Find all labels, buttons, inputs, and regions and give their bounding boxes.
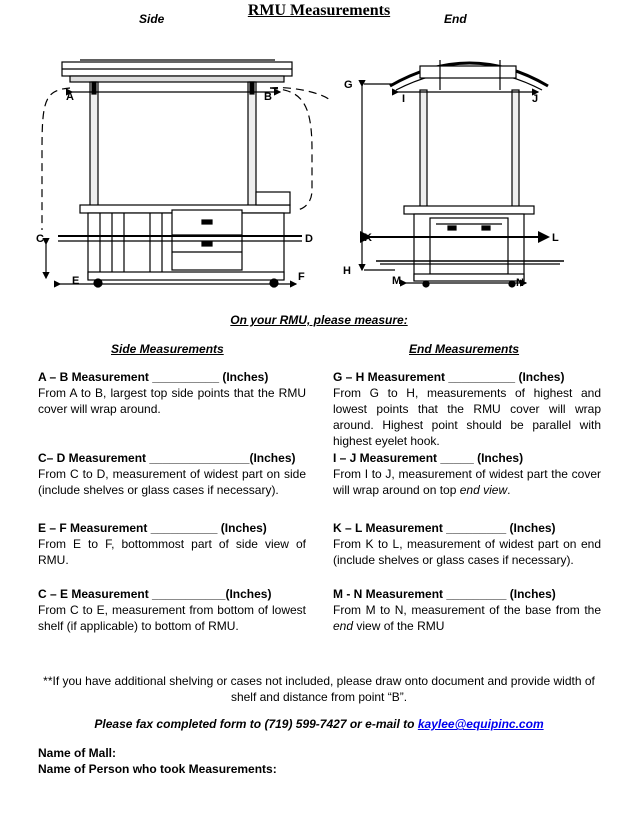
end-measurements-header: End Measurements [409,342,520,356]
person-name-label: Name of Person who took Measurements: [38,762,277,776]
point-b-label: B [264,91,272,103]
point-m-label: M [392,275,402,287]
point-k-label: K [364,232,372,244]
fax-instructions [0,717,638,731]
point-a-label: A [66,91,74,103]
point-i-label: I [402,93,406,105]
email-link[interactable]: kaylee@equipinc.com [417,717,544,731]
point-d-label: D [305,233,313,245]
ce-description: From C to E, measurement from bottom of lowest shelf (if applicable) to bottom of RMU. [38,603,306,633]
ij-text-italic: end view [459,483,508,497]
mn-measurement [333,586,601,634]
rmu-diagram [0,30,638,300]
ij-description [333,466,601,498]
ij-text: From I to J, measurement of widest part the cover will wrap around on top [333,467,601,497]
point-j-label: J [532,93,539,105]
page-title: RMU Measurements [247,2,391,19]
ab-description: From A to B, largest top side points that the RMU cover will wrap around. [38,386,306,416]
point-h-label: H [343,265,351,277]
side-view-label: Side [139,12,165,26]
end-view-label: End [444,12,467,26]
kl-heading: K – L Measurement _________ (Inches) [333,521,556,535]
ce-measurement [38,586,306,634]
ef-measurement [38,520,306,568]
additional-shelving-note: **If you have additional shelving or cases not included, please draw onto document and provide width of shelf and distance from point “B”. [43,674,595,704]
point-f-label: F [298,271,305,283]
gh-heading: G – H Measurement __________ (Inches) [333,370,565,384]
side-view-drawing [42,60,330,287]
point-g-label: G [344,79,353,91]
mall-name-label: Name of Mall: [38,746,117,760]
point-e-label: E [72,275,80,287]
form-fields [38,745,277,777]
gh-measurement [333,369,601,449]
mn-heading: M - N Measurement _________ (Inches) [333,587,556,601]
mn-description [333,602,601,634]
point-n-label: N [516,277,524,289]
cd-description: From C to D, measurement of widest part on side (include shelves or glass cases if necessary). [38,467,306,497]
ef-heading: E – F Measurement __________ (Inches) [38,521,267,535]
mn-text-italic: end [333,619,354,633]
kl-description: From K to L, measurement of widest part on end (include shelves or glass cases if necessary). [333,537,601,567]
ab-heading: A – B Measurement __________ (Inches) [38,370,269,384]
gh-description: From G to H, measurements of highest and lowest points that the RMU cover will wrap around. Highest point should be parallel with highest eyelet hook. [333,386,601,448]
mn-text: From M to N, measurement of the base from the [333,603,601,617]
ij-measurement [333,450,601,498]
side-measurements-header: Side Measurements [111,342,224,356]
point-c-label: C [36,233,44,245]
fax-text: Please fax completed form to (719) 599-7427 or e-mail to [94,717,418,731]
ij-heading: I – J Measurement _____ (Inches) [333,451,524,465]
kl-measurement [333,520,601,568]
measure-header: On your RMU, please measure: [230,313,408,327]
ce-heading: C – E Measurement ___________(Inches) [38,587,272,601]
ef-description: From E to F, bottommost part of side view of RMU. [38,537,306,567]
ij-text-end: . [507,483,511,497]
cd-measurement [38,450,306,498]
cd-heading: C– D Measurement _______________(Inches) [38,451,296,465]
mn-text-end: view of the RMU [353,619,445,633]
ab-measurement [38,369,306,417]
point-l-label: L [552,232,559,244]
